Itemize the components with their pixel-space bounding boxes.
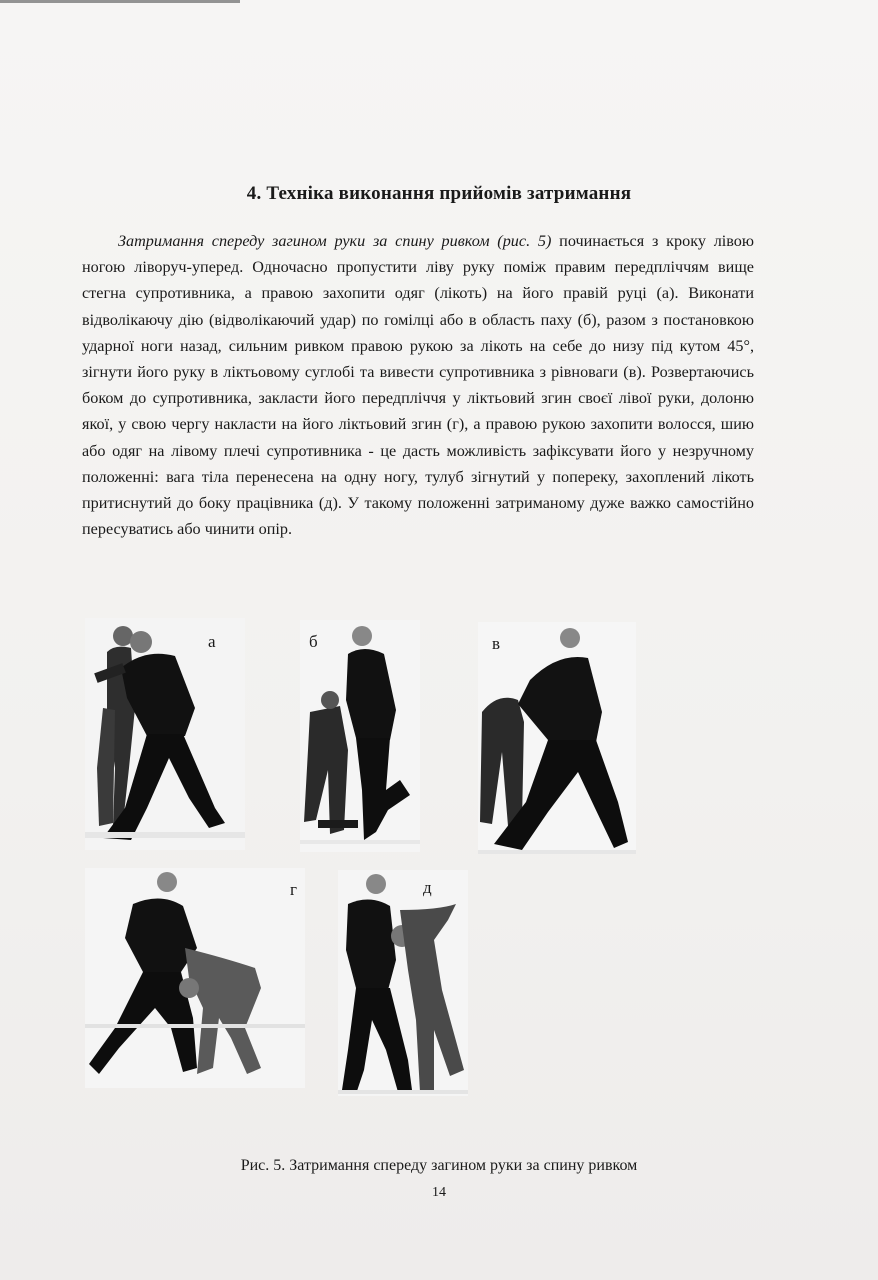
photo-a-illustration	[85, 618, 245, 850]
paragraph-rest: починається з кроку лівою ногою ліворуч-уперед. Одночасно пропустити ліву руку поміж правим передпліччям вище стегна супротивника, а правою захопити одяг (лікоть) на його правій руці (а). Виконати відволікаючу дію (відволікаючий удар) по гомілці або в область паху (б), разом з постановкою ударної ноги назад, сильним ривком правою рукою за лікоть на себе до низу під кутом 45°, зігнути його руку в ліктьовому суглобі та вивести супротивника з рівноваги (в). Розвертаючись боком до супротивника, закласти його передпліччя у ліктьовий згин своєї лівої руки, долоню якої, у свою чергу накласти на його ліктьовий згин (г), а правою рукою захопити волосся, шию або одяг на лівому плечі супротивника - це дасть можливість зафіксувати його у незручному положенні: вага тіла перенесена на одну ногу, тулуб зігнутий у попереку, захоплений лікоть притиснутий до боку працівника (д). У такому положенні затриманому дуже важко самостійно пересуватись або чинити опір.	[82, 232, 754, 539]
photo-d	[338, 870, 468, 1096]
page-number: 14	[432, 1185, 446, 1200]
photo-label-d: д	[423, 878, 432, 897]
photo-v-illustration	[478, 622, 636, 854]
photo-b-illustration	[300, 620, 420, 852]
photo-a	[85, 618, 245, 850]
photo-d-illustration	[338, 870, 468, 1096]
body-paragraph	[82, 228, 754, 542]
photo-v	[478, 622, 636, 854]
figure-caption: Рис. 5. Затримання спереду загином руки за спину ривком	[240, 1157, 638, 1174]
photo-g-illustration	[85, 868, 305, 1088]
section-title: 4. Техніка виконання прийомів затримання	[246, 183, 632, 204]
photo-b	[300, 620, 420, 852]
photo-g	[85, 868, 305, 1088]
photo-label-v: в	[492, 634, 501, 653]
page-edge-shadow	[0, 0, 240, 3]
photo-label-b: б	[309, 632, 318, 651]
photo-label-a: а	[208, 632, 216, 651]
photo-label-g: г	[290, 880, 297, 899]
paragraph-lead: Затримання спереду загином руки за спину ривком (рис. 5)	[118, 232, 552, 250]
